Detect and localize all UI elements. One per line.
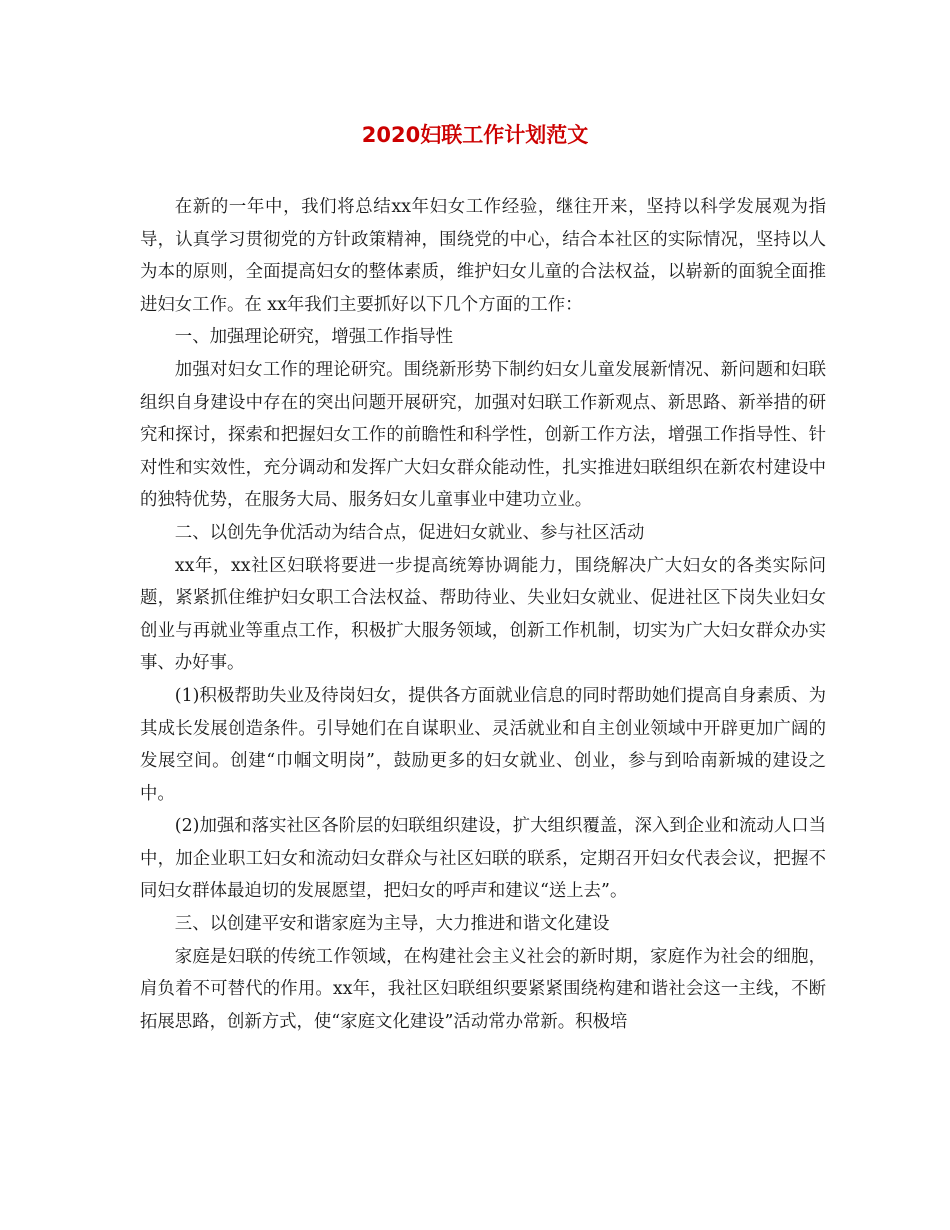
document-body <box>140 191 826 1038</box>
section-2-item-1: (1)积极帮助失业及待岗妇女，提供各方面就业信息的同时帮助她们提高自身素质、为其成长发展创造条件。引导她们在自谋职业、灵活就业和自主创业领域中开辟更加广阔的发展空间。创建“巾帼文明岗”，鼓励更多的妇女就业、创业，参与到哈南新城的建设之中。 <box>140 685 826 804</box>
intro-paragraph: 在新的一年中，我们将总结xx年妇女工作经验，继往开来，坚持以科学发展观为指导，认真学习贯彻党的方针政策精神，围绕党的中心，结合本社区的实际情况，坚持以人为本的原则，全面提高妇女的整体素质，维护妇女儿童的合法权益，以崭新的面貌全面推进妇女工作。在 xx年我们主要抓好以下几个方面的工作： <box>140 197 826 315</box>
section-heading-1: 一、加强理论研究，增强工作指导性 <box>174 327 454 348</box>
section-2-item-2: (2)加强和落实社区各阶层的妇联组织建设，扩大组织覆盖，深入到企业和流动人口当中，加企业职工妇女和流动妇女群众与社区妇联的联系，定期召开妇女代表会议，把握不同妇女群体最迫切的发展愿望，把妇女的呼声和建议“送上去”。 <box>140 816 826 902</box>
section-1-paragraph: 加强对妇女工作的理论研究。围绕新形势下制约妇女儿童发展新情况、新问题和妇联组织自身建设中存在的突出问题开展研究，加强对妇联工作新观点、新思路、新举措的研究和探讨，探索和把握妇女工作的前瞻性和科学性，创新工作方法，增强工作指导性、针对性和实效性，充分调动和发挥广大妇女群众能动性，扎实推进妇联组织在新农村建设中的独特优势，在服务大局、服务妇女儿童事业中建功立业。 <box>140 359 826 511</box>
section-2-paragraph: xx年，xx社区妇联将要进一步提高统筹协调能力，围绕解决广大妇女的各类实际问题，紧紧抓住维护妇女职工合法权益、帮助待业、失业妇女就业、促进社区下岗失业妇女创业与再就业等重点工作，积极扩大服务领域，创新工作机制，切实为广大妇女群众办实事、办好事。 <box>140 555 826 674</box>
section-3-paragraph: 家庭是妇联的传统工作领域，在构建社会主义社会的新时期，家庭作为社会的细胞，肩负着不可替代的作用。xx年，我社区妇联组织要紧紧围绕构建和谐社会这一主线，不断拓展思路，创新方式，使“家庭文化建设”活动常办常新。积极培 <box>140 946 826 1032</box>
section-heading-3: 三、以创建平安和谐家庭为主导，大力推进和谐文化建设 <box>174 914 610 935</box>
section-heading-2: 二、以创先争优活动为结合点，促进妇女就业、参与社区活动 <box>174 522 645 543</box>
document-title: 2020妇联工作计划范文 <box>361 123 589 147</box>
